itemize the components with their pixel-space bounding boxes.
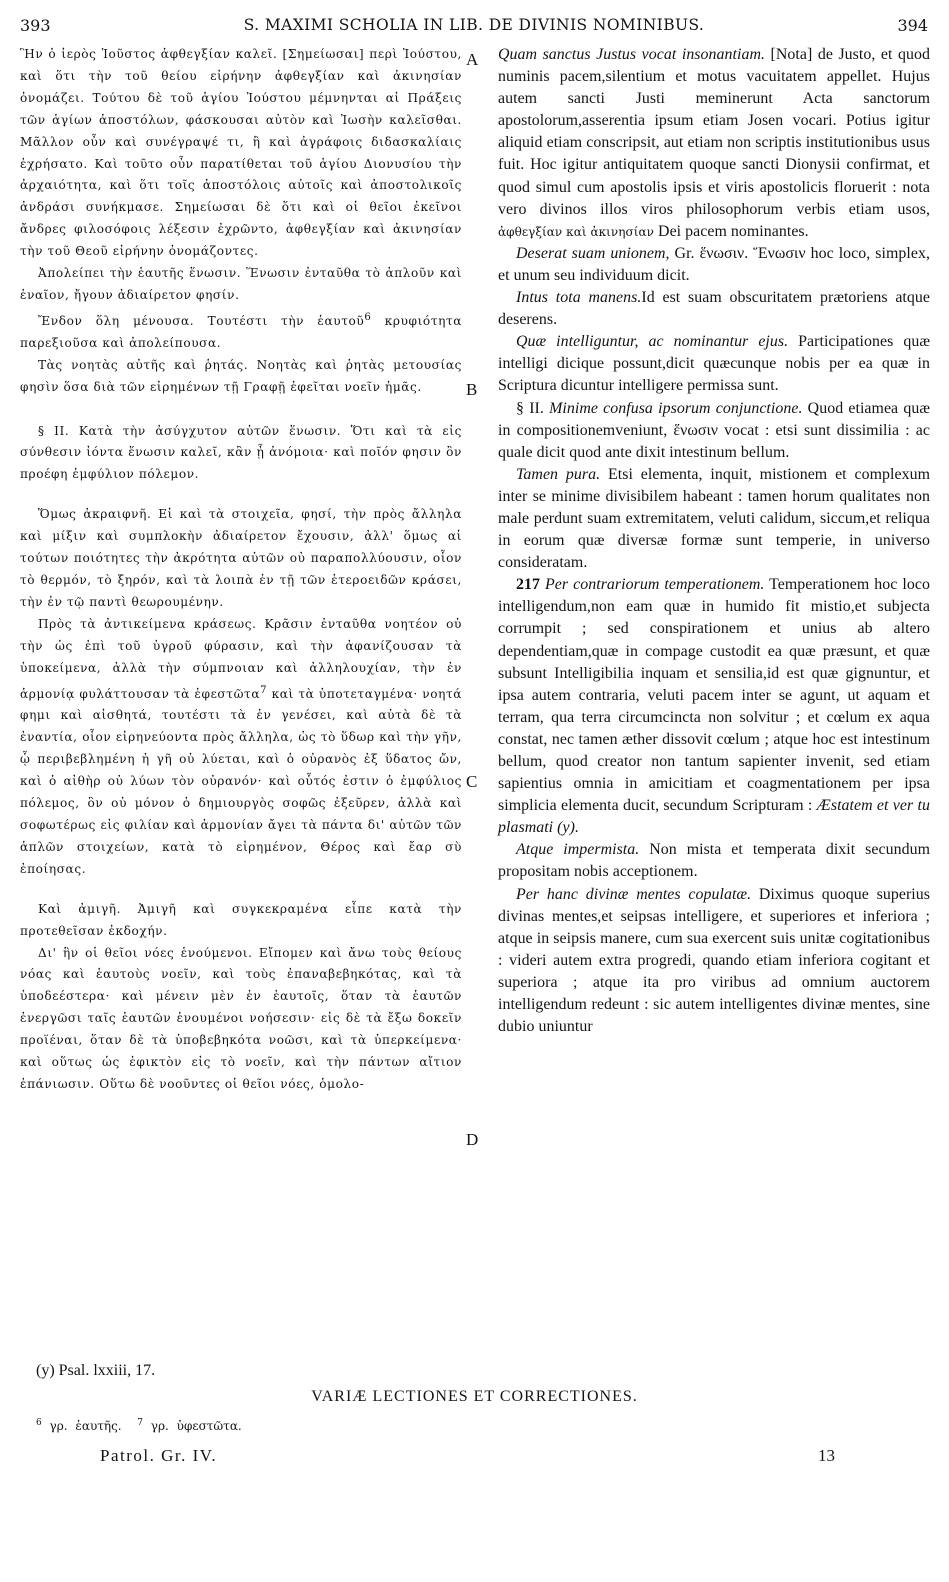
latin-paragraph [498, 398, 930, 464]
greek-paragraph [20, 307, 462, 355]
lemma: Per hanc divinæ mentes copulatæ. [516, 885, 752, 903]
page-number-left: 393 [20, 16, 51, 35]
greek-paragraph: Τὰς νοητὰς αὐτῆς καὶ ῥητάς. Νοητὰς καὶ ῥητὰς μετουσίας φησὶν ὅσα διὰ τῶν εἰρημένων τῇ Γραφῇ ἐφεῖται νοεῖν ἡμᾶς. [20, 357, 462, 394]
greek-paragraph: Ἣν ὁ ἱερὸς Ἰοῦστος ἀφθεγξίαν καλεῖ. [Σημείωσαι] περὶ Ἰούστου, καὶ ὅτι τὴν τοῦ θείου εἰρήνην ἀφθεγξίαν καὶ ἀκινησίαν ὀνομάζει. Τούτου δὲ τοῦ ἁγίου Ἰούστου μέμνηνται αἱ Πράξεις τῶν ἁγίων ἀποστόλων, φάσκουσαι αὐτὸν καὶ Ἰωσὴν καλεῖσθαι. Μᾶλλον οὖν καὶ συνέγραψέ τι, ἢ καὶ ἀγράφοις διδασκαλίαις ἐχρήσατο. Καὶ τοῦτο οὖν παρατίθεται τοῦ ἁγίου Διονυσίου τὴν ἀρχαιότητα, καὶ ὅτι τοῖς ἀποστόλοις αὐτοῖς καὶ ἀποστολικοῖς ἀνδράσι συνήκμασε. Σημείωσαι δὲ ὅτι καὶ οἱ θεῖοι ἐκεῖνοι ἄνδρες φιλοσόφοις λέξεσιν ἐχρῶντο, ἀφθεγξίαν καὶ ἀκινησίαν τὴν τοῦ Θεοῦ εἰρήνην ὀνομάζοντες. [20, 47, 462, 259]
variant-text: γρ. ἑαυτῆς. [41, 1419, 122, 1433]
variae-title: VARIÆ LECTIONES ET CORRECTIONES. [311, 1388, 638, 1405]
variant-number: 7 [137, 1418, 143, 1428]
greek-paragraph: § II. Κατὰ τὴν ἀσύγχυτον αὐτῶν ἕνωσιν. Ὅτι καὶ τὰ εἰς σύνθεσιν ἰόντα ἕνωσιν καλεῖ, κἂν ᾖ ἀνόμοια· καὶ ποῖόν φησιν ὂν προέφη ἐμφύλιον πόλεμον. [20, 423, 462, 482]
greek-column [20, 44, 462, 1096]
margin-mark-d: D [466, 1130, 479, 1149]
greek-text: Πρὸς τὰ ἀντικείμενα κράσεως. Κρᾶσιν ἐνταῦθα νοητέον οὐ τὴν ὡς ἐπὶ τοῦ ὑγροῦ φύρασιν, καὶ τὴν ἀφανίζουσαν τὰ ὑποκείμενα, ἀλλὰ τὴν σύμπνοιαν καὶ ἀλληλουχίαν, τὴν ἐν ἁρμονίᾳ φυλάττουσαν τὰ ἐφεστῶτα [20, 616, 462, 701]
margin-mark-c: C [466, 772, 478, 791]
latin-text: Dei pacem nominantes. [654, 222, 809, 240]
greek-paragraph: Δι' ἣν οἱ θεῖοι νόες ἑνούμενοι. Εἴπομεν καὶ ἄνω τοὺς θείους νόας καὶ ἑαυτοὺς νοεῖν, καὶ τοὺς ἐπαναβεβηκότας, καὶ τὰ ὑποδεέστερα· καὶ μένειν μὲν ἐν ἑαυτοῖς, ὅταν τὰ ἑαυτῶν ἐνεργῶσι ταῖς ἑαυτῶν ἑνουμένοι νοήσεσιν· εἰς δὲ τὰ ἔξω δοκεῖν προϊέναι, ὅταν δὲ τὰ ὑποβεβηκότα νοῶσι, καὶ τὰ ὑπερκείμενα· καὶ οὕτως ὡς ἐφικτὸν εἰς τὸ νοεῖν, καὶ τὴν πάντων αἴτιον ἐπάνιωσιν. Οὕτω δὲ νοοῦντες οἱ θεῖοι νόες, ὁμολο- [20, 945, 462, 1091]
greek-paragraph: Καὶ ἀμιγῆ. Ἀμιγῆ καὶ συγκεκραμένα εἶπε κατὰ τὴν προτεθεῖσαν ἐκδοχήν. [20, 901, 462, 938]
latin-paragraph [498, 243, 930, 287]
variant-marker: 6 [364, 311, 372, 323]
lemma: Quæ intelliguntur, ac nominantur ejus. [516, 333, 789, 351]
margin-mark-a: A [466, 50, 479, 69]
latin-paragraph [498, 464, 930, 574]
latin-text: Temperationem hoc loco intelligendum,non eam quæ in humido fit mistio,et subjecta corrumpit ; sed conspirationem et unius ab altero dependentiam,quæ in compage custodit ea quæ præsunt, et quæ subsunt Intelligibilia inquam et sensilia,id est quæ gignuntur, et ipsa autem contraria, veluti pacem inter se agunt, ut aquam et terram, qua terra circumcincta non solvitur ; et cœlum ex aqua constat, nec tamen æther dissovit cœlum ; atque hoc est intestinum bellum, quod creator non tantum sapienter invenit, sed etiam sapientius omnia in amicitiam et coagmentationem per ipsa simplicia elementa ducit, secundum Scripturam : [498, 576, 930, 815]
latin-text: Participationes quæ intelligi dicique possunt,dicit quæcunque nobis per ea quæ in Scriptura dicuntur intelligere permissa sunt. [498, 333, 930, 395]
latin-text: Quod etiamea quæ in compositionemveniunt, ἕνωσιν vocat : etsi sunt dissimilia : ac quale dicit quod ante dixit intestinum bellum. [498, 399, 930, 461]
latin-paragraph [498, 287, 930, 331]
running-title: S. MAXIMI SCHOLIA IN LIB. DE DIVINIS NOMINIBUS. [243, 16, 705, 34]
latin-text: Etsi elementa, inquit, mistionem et complexum inter se minime divisibilem habeant : tamen horum qualitates non male perdunt suam extremitatem, veluti calidum, siccum,et reliqua in eorum quæ diversæ formæ sunt temperie, in universo consideratam. [498, 465, 930, 572]
scripture-quote: Æstatem et ver tu plasmati (y). [498, 797, 930, 837]
column-number: 217 [516, 576, 540, 594]
latin-paragraph [498, 574, 930, 839]
greek-paragraph: Ἀπολείπει τὴν ἑαυτῆς ἕνωσιν. Ἕνωσιν ἐνταῦθα τὸ ἁπλοῦν καὶ ἑναῖον, ἤγουν ἀδιαίρετον φησίν. [20, 266, 462, 302]
page-number-right: 394 [897, 16, 928, 35]
lemma: Quam sanctus Justus vocat insonantiam. [498, 46, 765, 63]
latin-paragraph [498, 839, 930, 883]
greek-text: Ἔνδον ὅλη μένουσα. Τουτέστι τὴν ἑαυτοῦ [38, 313, 365, 328]
margin-mark-b: B [466, 380, 478, 399]
lemma: Tamen pura. [516, 465, 601, 483]
latin-text: Diximus quoque superius divinas mentes,et seipsas intelligere, et superiores et inferiora ; atque in seipsis manere, cum sua exercent suis unitæ cogitationibus : videri autem extra progredi, quando etiam inferiora cogitant et superiora ; atque ita pro viribus ad omnium auctorem intelligendum redeunt : sic autem intelligentes divinæ mentes, sine dubio uniuntur [498, 885, 930, 1036]
latin-text: Non mista et temperata dixit secundum propositam nobis acceptionem. [498, 841, 931, 881]
latin-text: Id est suam obscuritatem prætoriens atque deserens. [498, 289, 930, 329]
footer-series: Patrol. Gr. IV. [100, 1446, 218, 1465]
greek-quote: ἀφθεγξίαν καὶ ἀκινησίαν [498, 224, 655, 239]
variae-notes [36, 1418, 242, 1433]
lemma: Minime confusa ipsorum conjunctione. [543, 399, 803, 417]
latin-text: Gr. ἕνωσιν. Ἕνωσιν hoc loco, simplex, et unum seu individuum dicit. [498, 244, 930, 284]
greek-paragraph [20, 614, 462, 881]
lemma: Atque impermista. [516, 841, 640, 859]
lemma: Intus tota manens. [516, 289, 642, 307]
latin-column [498, 44, 930, 1038]
footer-signature: 13 [818, 1446, 835, 1465]
lemma: Per contrariorum temperationem. [540, 576, 765, 594]
latin-paragraph [498, 44, 930, 243]
greek-text: κρυφιότητα παρεξιοῦσα καὶ ἀπολείπουσα. [20, 313, 463, 350]
latin-paragraph [498, 884, 930, 1039]
lemma: Deserat suam unionem, [516, 244, 670, 262]
latin-text: [Nota] de Justo, et quod numinis pacem,silentium et motus vacuitatem appellet. Hujus autem sancti Justi meminerunt Acta sanctorum apostolorum,asserentia ipsum etiam Josen vocari. Potius igitur aliquid etiam conscripsit, aut etiam non scriptis institutionibus usus fuit. Hoc igitur antiquitatem quoque sancti Dionysii confirmat, et quod simul cum apostolis ipsis et viris apostolicis floruerit : nota vero divinos illos viros philosophorum verbis etiam usos, [498, 46, 930, 218]
variant-number: 6 [36, 1418, 42, 1428]
greek-paragraph: Ὅμως ἀκραιφνῆ. Εἰ καὶ τὰ στοιχεῖα, φησί, τὴν πρὸς ἄλληλα καὶ μίξιν καὶ συμπλοκὴν ἀδιαίρετον ἔχουσιν, ἀλλ' ὅμως αἱ τούτων ποιότητες τὴν ἀκρότητα αὐτῶν οὐ παραπολλύουσιν, οἷον τὸ θερμόν, τὸ ξηρόν, καὶ τὰ λοιπὰ ἐν τῇ τῶν ἑτεροειδῶν κράσει, τὴν ἐν τῷ παντὶ θεωρουμένην. [20, 507, 462, 609]
greek-text: καὶ τὰ ὑποτεταγμένα· νοητά φημι καὶ αἰσθητά, τουτέστι τὰ ἐν γενέσει, καὶ αὐτὰ δὲ τὰ ἐναντία, οἷον εἰρηνεύοντα πρὸς ἄλληλα, ὡς τὸ ὕδωρ καὶ τὴν γῆν, ᾧ περιβεβλημένη ἡ γῆ οὐ λύεται, καὶ ὁ οὐρανὸς ἐξ ὕδατος ὤν, καὶ ὁ αἰθὴρ οὐ λύων τὸν οὐρανόν· καὶ οὗτός ἐστιν ὁ ἐμφύλιος πόλεμος, ὃν οὐ μόνον ὁ δημιουργὸς σοφῶς ἐξεῦρεν, ἀλλὰ καὶ σοφωτέρως εἰς φιλίαν καὶ ἁρμονίαν ἄγει τὰ πάντα δι' αὐτῶν τῶν ἁπλῶν στοιχείων, κατὰ τὸ εἰρημένον, Θέρος καὶ ἔαρ σὺ ἐποίησας. [20, 686, 463, 876]
section-number: § II. [516, 399, 544, 417]
variant-text: γρ. ὑφεστῶτα. [142, 1419, 242, 1433]
latin-paragraph [498, 331, 930, 397]
running-header [20, 16, 928, 42]
footnote: (y) Psal. lxxiii, 17. [36, 1362, 156, 1379]
variant-marker: 7 [260, 684, 268, 696]
